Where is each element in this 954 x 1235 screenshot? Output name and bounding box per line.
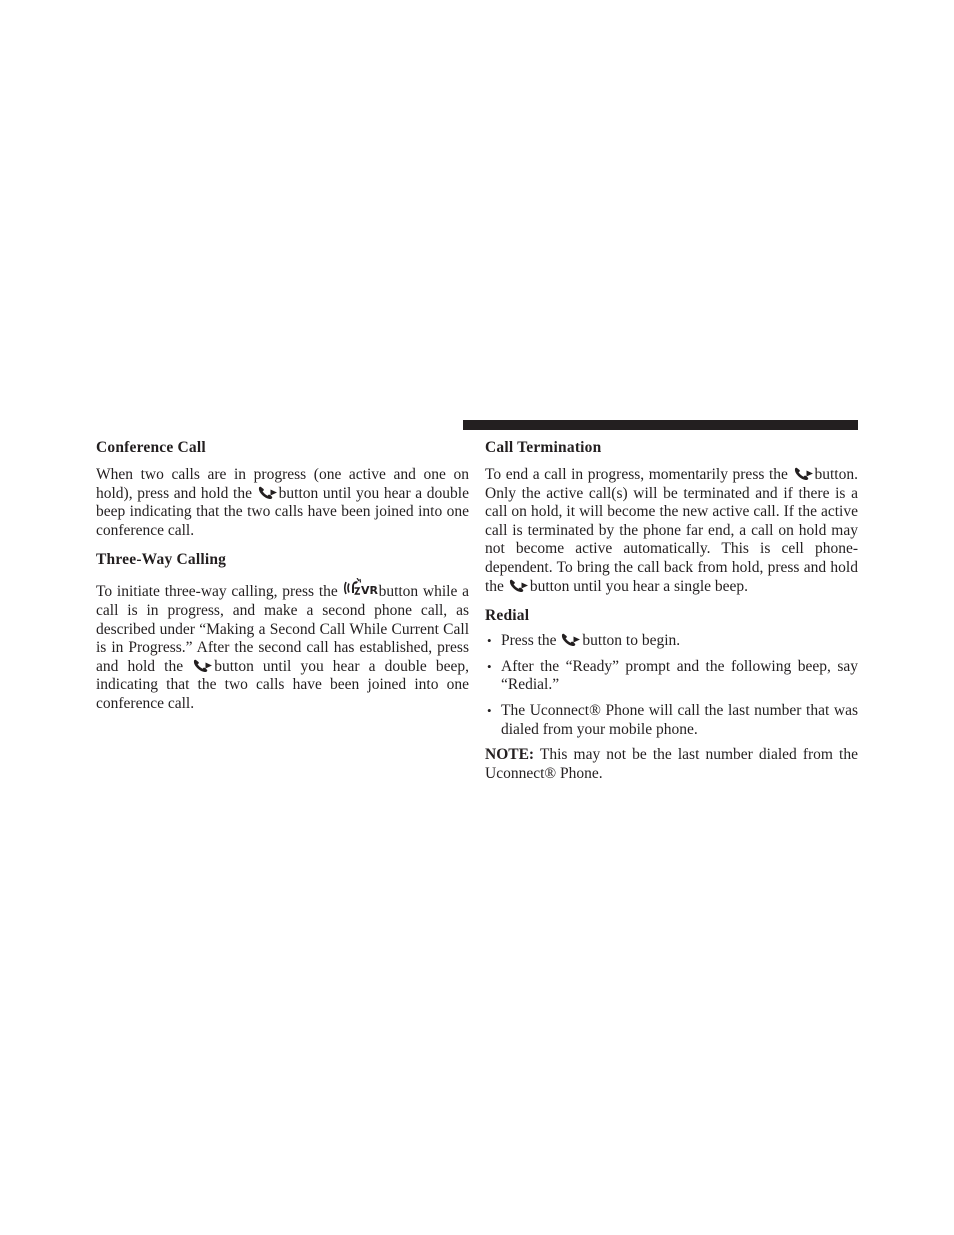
- right-column: [485, 438, 858, 783]
- termination-text-3: button until you hear a single beep.: [529, 577, 749, 595]
- redial-bullet-3: The Uconnect® Phone will call the last number that was dialed from your mobile phone.: [501, 701, 858, 738]
- three-way-text-2: button while a call is in progress, and make a second phone call, as described under “Making a Second Call While Current Call is in Progress.” After the second call has established, press and hold the: [96, 583, 470, 675]
- termination-text-1: To end a call in progress, momentarily press the: [485, 466, 788, 483]
- redial-list: [485, 632, 858, 739]
- conference-call-heading: Conference Call: [96, 439, 206, 456]
- call-termination-heading: Call Termination: [485, 439, 602, 456]
- conference-call-paragraph: [96, 466, 469, 540]
- redial-bullet-1-after: button to begin.: [582, 632, 681, 650]
- bullet-mark: •: [487, 633, 492, 649]
- termination-text-2: button. Only the active call(s) will be terminated and if there is a call on hold, it will become the new active call. If the active call is terminated by the phone far end, a call on hold may not become active automatically. This is cell phone-dependent. To bring the call back from hold, press and hold the: [485, 466, 858, 595]
- phone-icon: [560, 633, 582, 647]
- note-text: This may not be the last number dialed from the Uconnect® Phone.: [485, 746, 858, 782]
- note-label: NOTE:: [485, 746, 535, 764]
- list-item: [485, 658, 858, 695]
- three-way-text-1: To initiate three-way calling, press the: [96, 583, 338, 601]
- conference-text-before: When two calls are in progress (one active and one on hold), press and hold the: [96, 466, 469, 502]
- conference-call-section: [96, 438, 469, 540]
- phone-icon: [793, 467, 815, 481]
- list-item: [485, 632, 858, 651]
- three-way-heading: Three-Way Calling: [96, 551, 227, 569]
- phone-icon: [192, 659, 214, 673]
- list-item: [485, 702, 858, 739]
- note-paragraph: [485, 746, 858, 783]
- call-termination-paragraph: [485, 466, 858, 596]
- bullet-mark: •: [487, 702, 492, 718]
- redial-section: [485, 606, 858, 783]
- redial-heading: Redial: [485, 607, 530, 625]
- section-divider-bar: [463, 420, 858, 430]
- phone-icon: [257, 486, 279, 500]
- redial-bullet-1-before: Press the: [501, 632, 557, 650]
- conference-text-after: button until you hear a double beep indicating that the two calls have been joined into one conference call.: [96, 484, 469, 539]
- redial-bullet-2: After the “Ready” prompt and the following beep, say “Redial.”: [501, 657, 858, 694]
- call-termination-section: [485, 438, 858, 596]
- bullet-mark: •: [487, 658, 492, 674]
- phone-icon: [508, 579, 530, 593]
- three-way-text-3: button until you hear a double beep, indicating that the two calls have been joined into one conference call.: [96, 657, 470, 712]
- left-column: [96, 438, 469, 714]
- svg-text:VR: VR: [360, 584, 378, 598]
- voice-recognition-icon: [343, 578, 379, 598]
- three-way-calling-section: [96, 550, 469, 713]
- three-way-paragraph: [96, 578, 469, 713]
